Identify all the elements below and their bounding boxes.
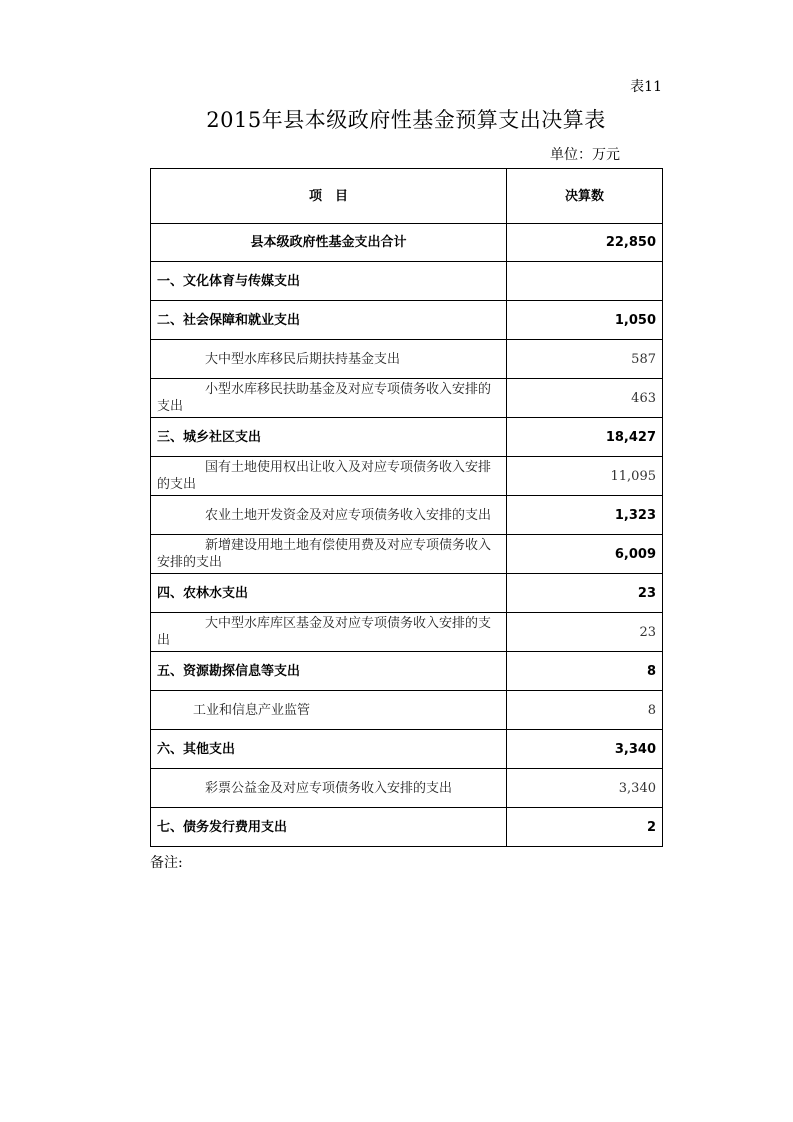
table-row [151,535,663,574]
budget-table [150,168,663,847]
row-label: 大中型水库移民后期扶持基金支出 [151,340,507,379]
header-item: 项 目 [151,169,507,224]
total-label: 县本级政府性基金支出合计 [151,224,507,262]
row-label: 二、社会保障和就业支出 [151,301,507,340]
table-row [151,340,663,379]
row-label: 工业和信息产业监管 [151,691,507,730]
table-row [151,301,663,340]
table-row [151,457,663,496]
row-label: 国有土地使用权出让收入及对应专项债务收入安排的支出 [151,457,507,496]
table-row [151,730,663,769]
row-label: 六、其他支出 [151,730,507,769]
row-label: 小型水库移民扶助基金及对应专项债务收入安排的支出 [151,379,507,418]
row-label: 大中型水库库区基金及对应专项债务收入安排的支出 [151,613,507,652]
row-value: 18,427 [507,418,663,457]
table-row [151,613,663,652]
table-row [151,496,663,535]
remarks-label: 备注: [150,855,183,871]
row-value: 463 [507,379,663,418]
row-value: 3,340 [507,769,663,808]
row-value: 1,050 [507,301,663,340]
row-label: 四、农林水支出 [151,574,507,613]
row-label: 三、城乡社区支出 [151,418,507,457]
row-value: 587 [507,340,663,379]
table-row [151,379,663,418]
row-label: 农业土地开发资金及对应专项债务收入安排的支出 [151,496,507,535]
table-row [151,691,663,730]
header-amount: 决算数 [507,169,663,224]
row-value: 11,095 [507,457,663,496]
row-value [507,262,663,301]
row-label: 彩票公益金及对应专项债务收入安排的支出 [151,769,507,808]
table-row [151,574,663,613]
total-row [151,224,663,262]
row-value: 8 [507,652,663,691]
table-row [151,808,663,847]
page-title: 2015年县本级政府性基金预算支出决算表 [206,108,606,132]
row-label: 五、资源勘探信息等支出 [151,652,507,691]
row-value: 23 [507,613,663,652]
row-label: 七、债务发行费用支出 [151,808,507,847]
row-value: 6,009 [507,535,663,574]
table-row [151,769,663,808]
row-value: 23 [507,574,663,613]
row-value: 2 [507,808,663,847]
row-value: 1,323 [507,496,663,535]
row-label: 一、文化体育与传媒支出 [151,262,507,301]
table-row [151,262,663,301]
table-number: 表11 [630,79,662,95]
row-value: 8 [507,691,663,730]
row-value: 3,340 [507,730,663,769]
header-row [151,169,663,224]
table-row [151,418,663,457]
total-value: 22,850 [507,224,663,262]
table-row [151,652,663,691]
row-label: 新增建设用地土地有偿使用费及对应专项债务收入安排的支出 [151,535,507,574]
unit-label: 单位：万元 [550,147,620,163]
